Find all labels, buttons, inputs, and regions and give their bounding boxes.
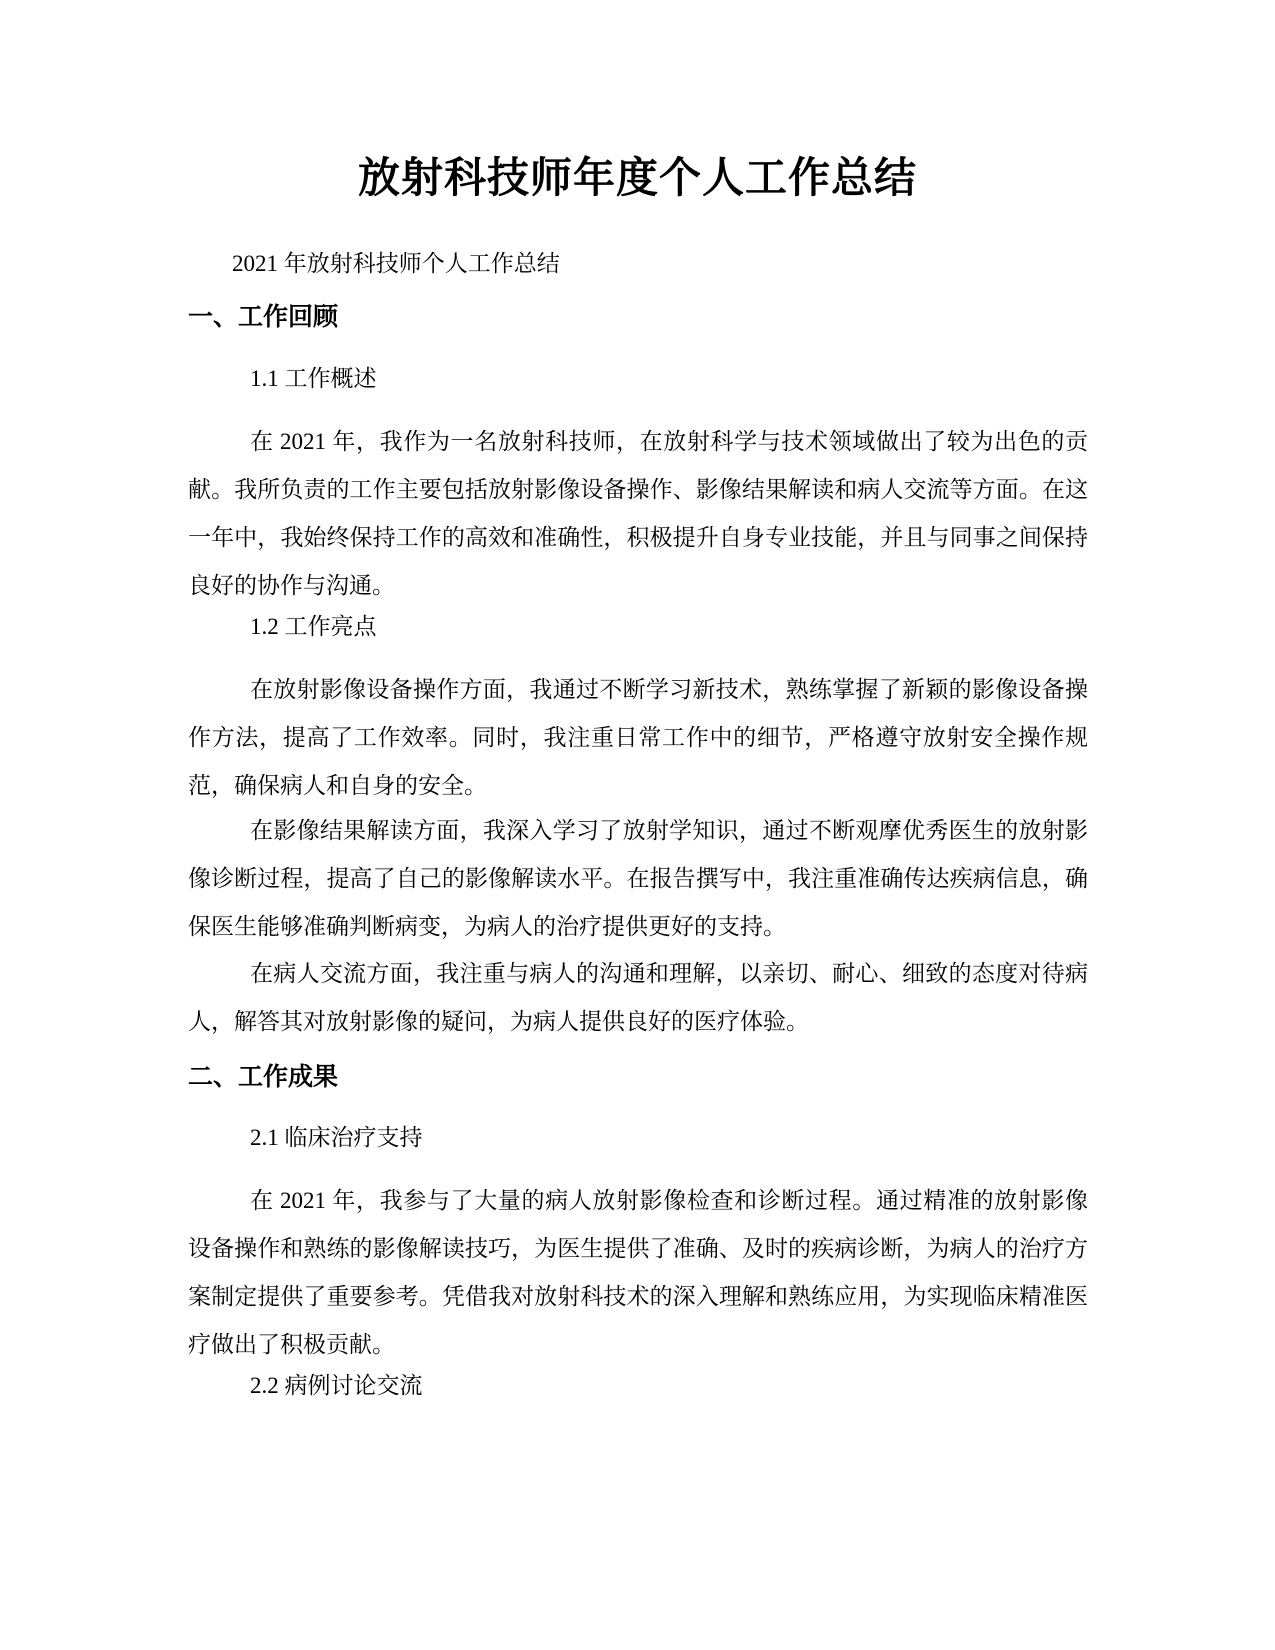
paragraph-image-interpretation: 在影像结果解读方面，我深入学习了放射学知识，通过不断观摩优秀医生的放射影像诊断过程，提高了自己的影像解读水平。在报告撰写中，我注重准确传达疾病信息，确保医生能够准确判断病变，为病人的治疗提供更好的支持。: [188, 818, 1088, 939]
paragraph-patient-communication: 在病人交流方面，我注重与病人的沟通和理解，以亲切、耐心、细致的态度对待病人，解答其对放射影像的疑问，为病人提供良好的医疗体验。: [188, 961, 1088, 1034]
section-heading-work-review: 一、工作回顾: [188, 302, 339, 331]
subsection-heading-overview: 1.1 工作概述: [250, 366, 377, 391]
section-heading-work-results: 二、工作成果: [188, 1062, 339, 1091]
subsection-heading-case-discussion: 2.2 病例讨论交流: [250, 1373, 423, 1398]
paragraph-equipment-operation: 在放射影像设备操作方面，我通过不断学习新技术，熟练掌握了新颖的影像设备操作方法，提高了工作效率。同时，我注重日常工作中的细节，严格遵守放射安全操作规范，确保病人和自身的安全。: [188, 677, 1088, 798]
paragraph-overview: 在 2021 年，我作为一名放射科技师，在放射科学与技术领域做出了较为出色的贡献。我所负责的工作主要包括放射影像设备操作、影像结果解读和病人交流等方面。在这一年中，我始终保持工作的高效和准确性，积极提升自身专业技能，并且与同事之间保持良好的协作与沟通。: [188, 429, 1088, 598]
document-title: 放射科技师年度个人工作总结: [357, 153, 917, 202]
subsection-heading-highlights: 1.2 工作亮点: [250, 614, 377, 639]
document-subtitle: 2021 年放射科技师个人工作总结: [232, 251, 560, 276]
subsection-heading-clinical-support: 2.1 临床治疗支持: [250, 1125, 423, 1150]
paragraph-clinical-support: 在 2021 年，我参与了大量的病人放射影像检查和诊断过程。通过精准的放射影像设备操作和熟练的影像解读技巧，为医生提供了准确、及时的疾病诊断，为病人的治疗方案制定提供了重要参考。凭借我对放射科技术的深入理解和熟练应用，为实现临床精准医疗做出了积极贡献。: [188, 1188, 1088, 1357]
